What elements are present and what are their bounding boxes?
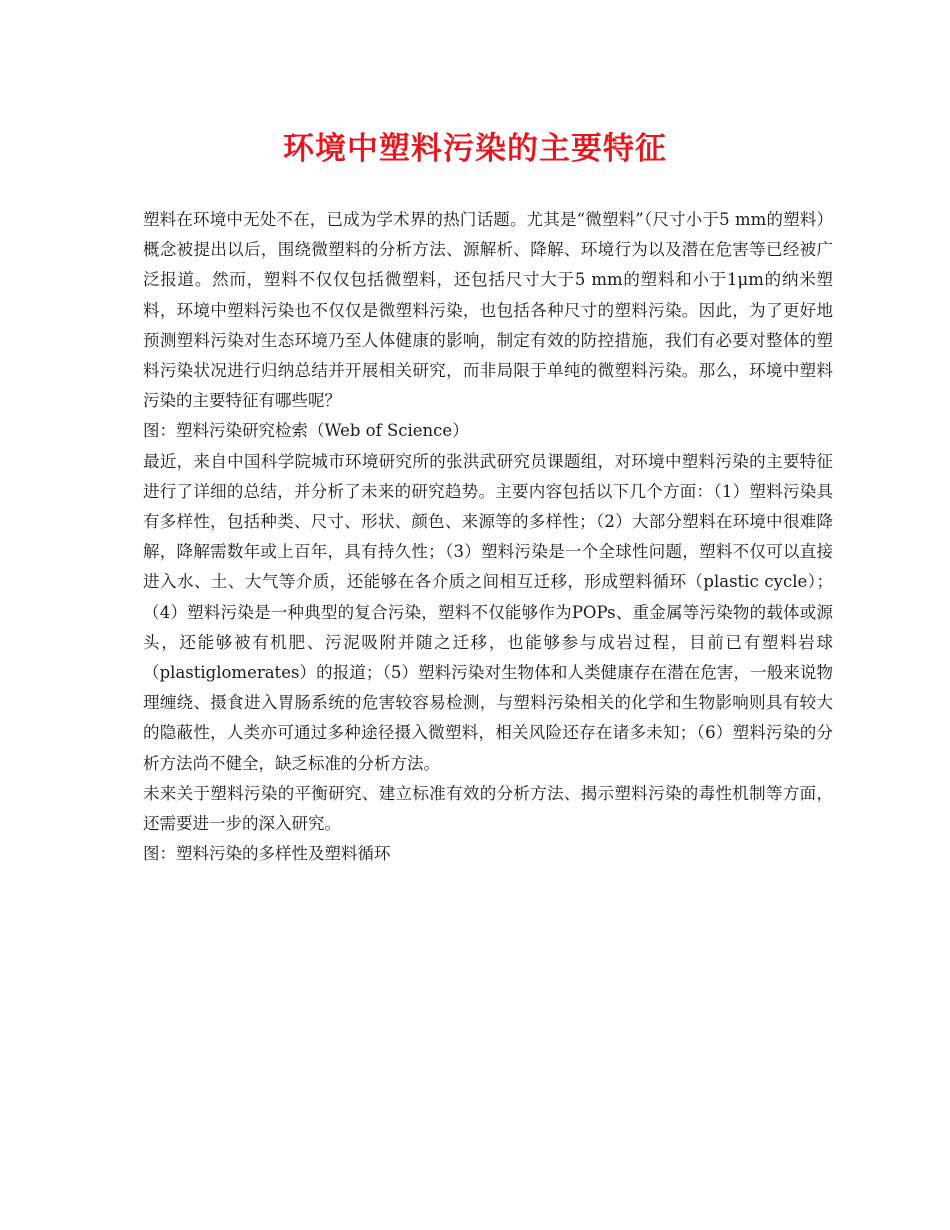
paragraph-findings: 最近，来自中国科学院城市环境研究所的张洪武研究员课题组，对环境中塑料污染的主要特征进行了详细的总结，并分析了未来的研究趋势。主要内容包括以下几个方面：（1）塑料污染具有多样性，包括种类、尺寸、形状、颜色、来源等的多样性；（2）大部分塑料在环境中很难降解，降解需数年或上百年，具有持久性；（3）塑料污染是一个全球性问题，塑料不仅可以直接进入水、土、大气等介质，还能够在各介质之间相互迁移，形成塑料循环（plastic cycle）；（4）塑料污染是一种典型的复合污染，塑料不仅能够作为POPs、重金属等污染物的载体或源头，还能够被有机肥、污泥吸附并随之迁移，也能够参与成岩过程，目前已有塑料岩球（plastiglomerates）的报道；（5）塑料污染对生物体和人类健康存在潜在危害，一般来说物理缠绕、摄食进入胃肠系统的危害较容易检测，与塑料污染相关的化学和生物影响则具有较大的隐蔽性，人类亦可通过多种途径摄入微塑料，相关风险还存在诸多未知；（6）塑料污染的分析方法尚不健全，缺乏标准的分析方法。 [143, 451, 833, 773]
figure-caption-search: 图：塑料污染研究检索（Web of Science） [143, 421, 469, 441]
document-body [143, 205, 833, 869]
paragraph-future: 未来关于塑料污染的平衡研究、建立标准有效的分析方法、揭示塑料污染的毒性机制等方面，还需要进一步的深入研究。 [143, 783, 833, 834]
document-title: 环境中塑料污染的主要特征 [283, 131, 667, 167]
paragraph-intro: 塑料在环境中无处不在，已成为学术界的热门话题。尤其是“微塑料”（尺寸小于5 mm的塑料）概念被提出以后，围绕微塑料的分析方法、源解析、降解、环境行为以及潜在危害等已经被广泛报道。然而，塑料不仅仅包括微塑料，还包括尺寸大于5 mm的塑料和小于1μm的纳米塑料，环境中塑料污染也不仅仅是微塑料污染，也包括各种尺寸的塑料污染。因此，为了更好地预测塑料污染对生态环境乃至人体健康的影响，制定有效的防控措施，我们有必要对整体的塑料污染状况进行归纳总结并开展相关研究，而非局限于单纯的微塑料污染。那么，环境中塑料污染的主要特征有哪些呢？ [143, 210, 833, 411]
figure-caption-diversity: 图：塑料污染的多样性及塑料循环 [143, 844, 391, 864]
